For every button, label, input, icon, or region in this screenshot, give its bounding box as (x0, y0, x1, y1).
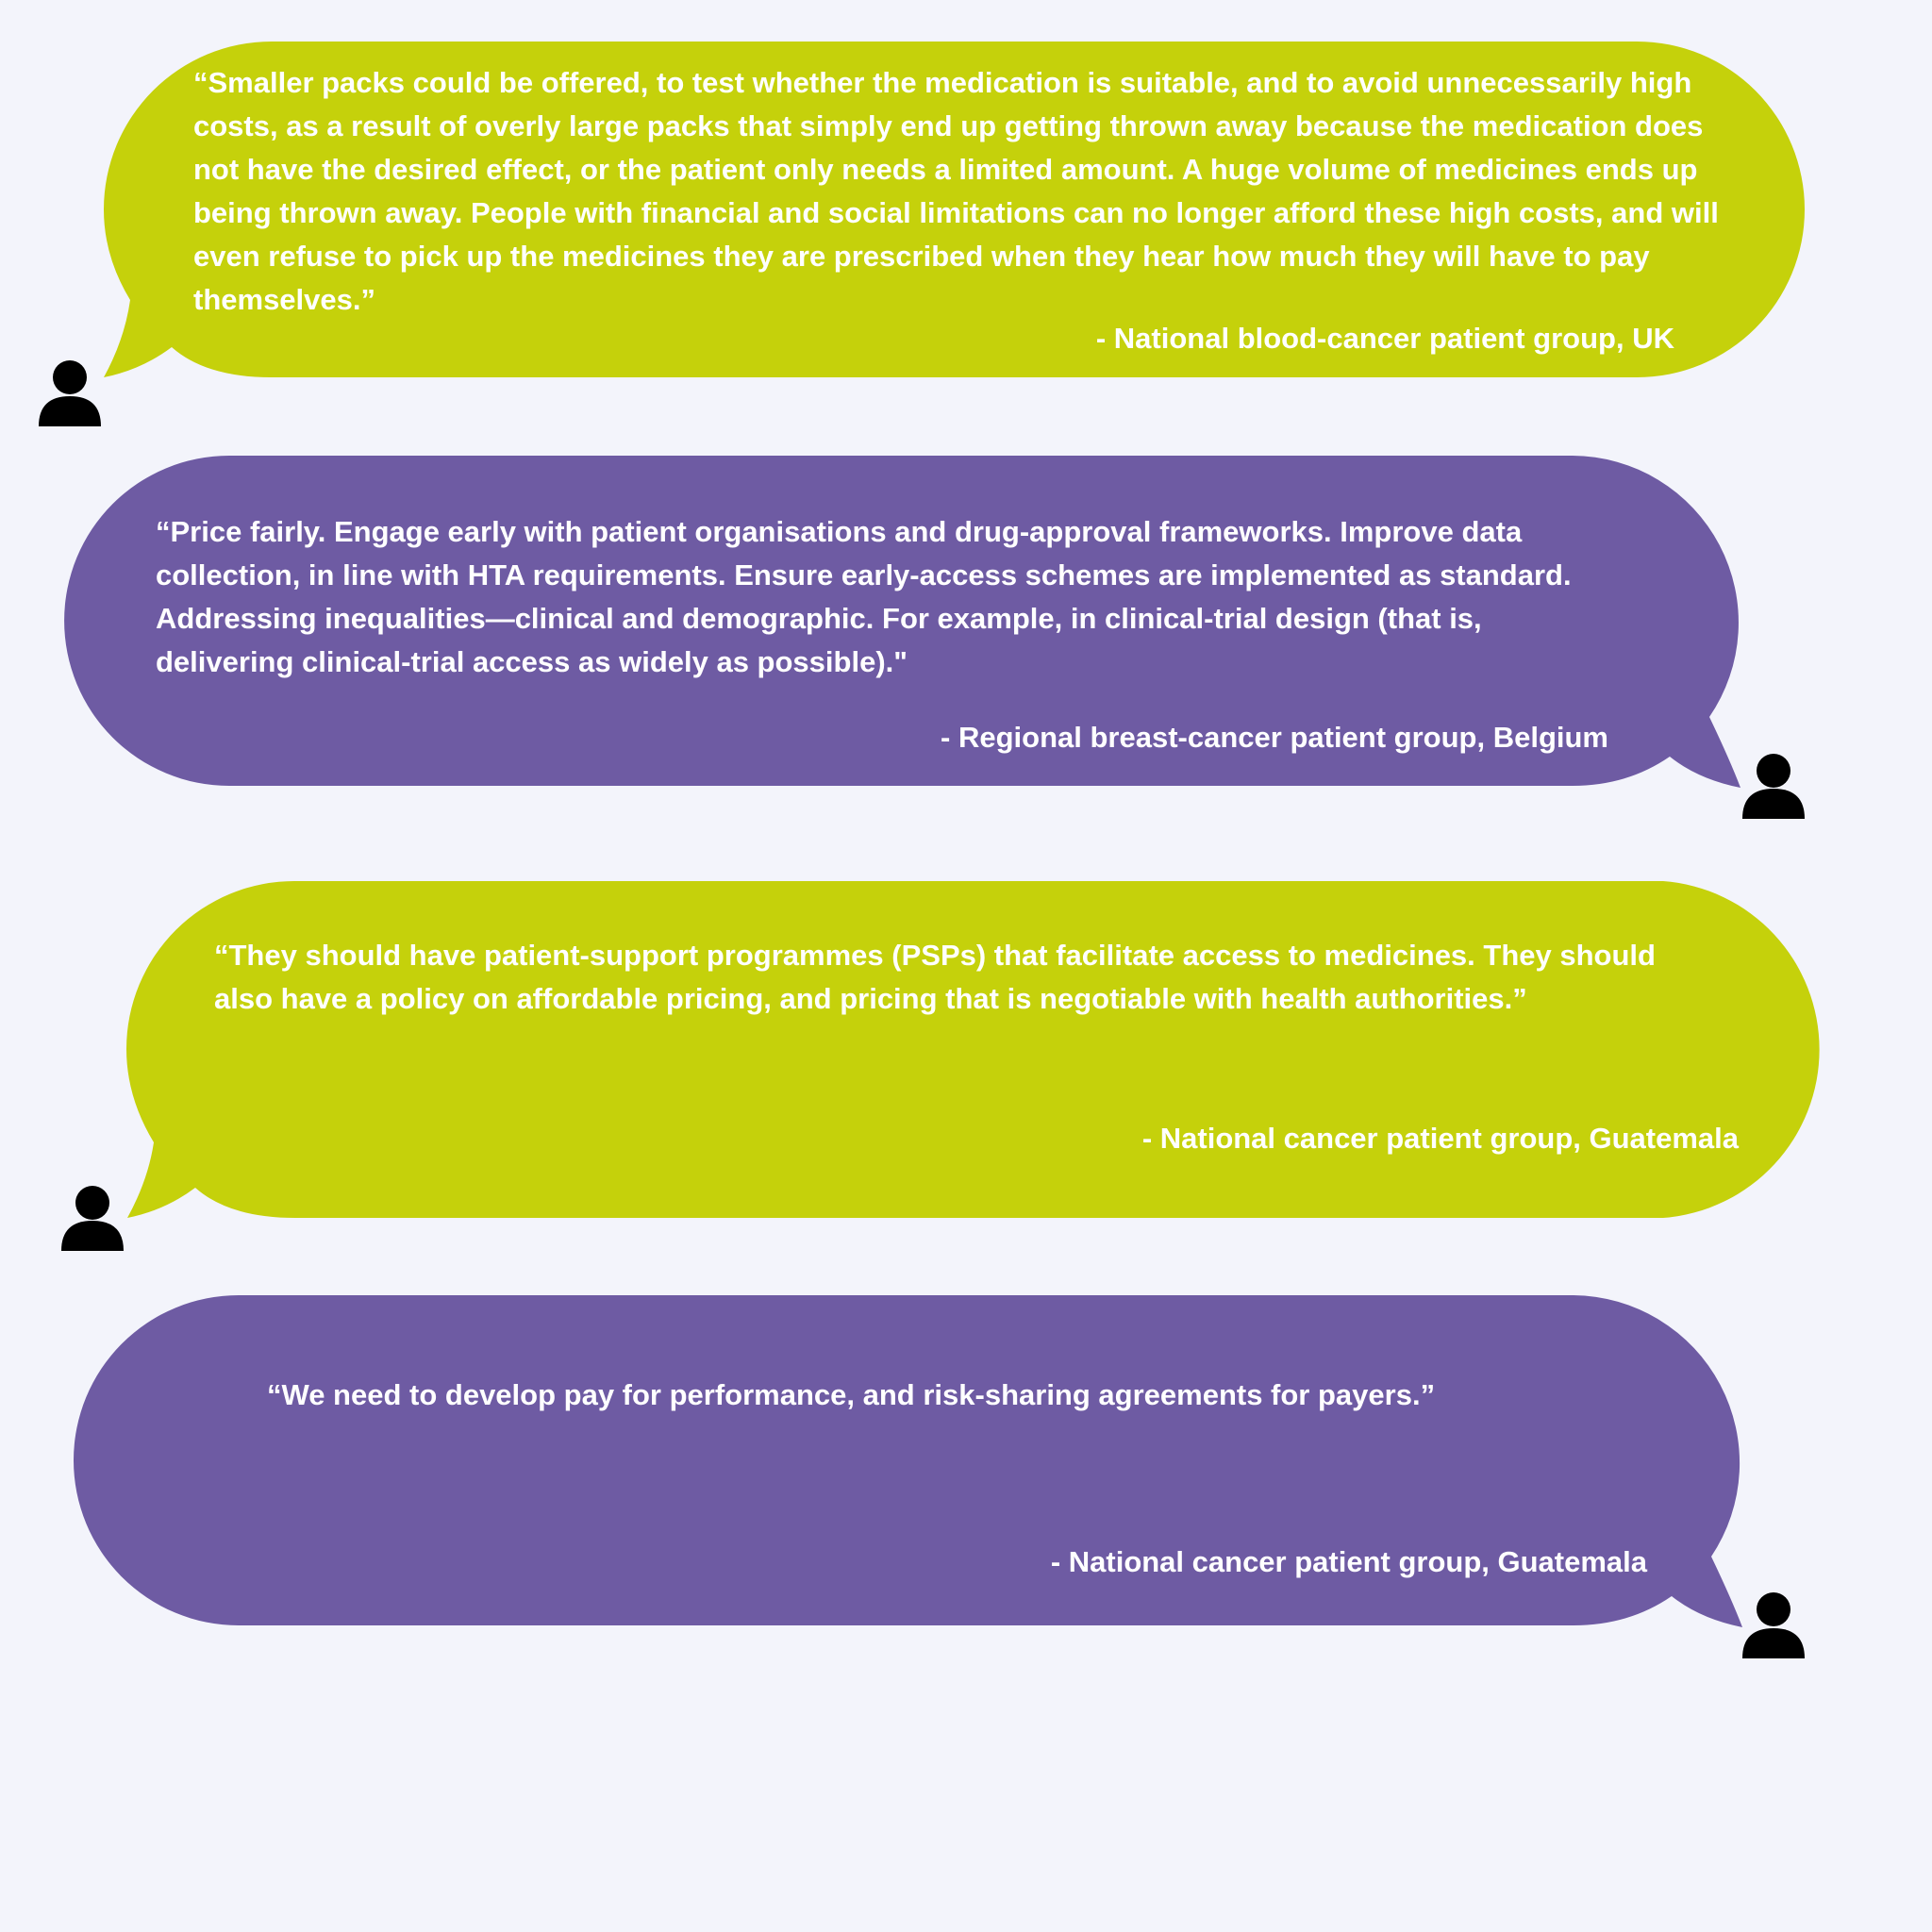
person-icon (1742, 754, 1805, 819)
quote-1-text: “Smaller packs could be offered, to test whether the medication is suitable, and to avoid unnecessarily high costs, as a result of overly large packs that simply end up getting thrown away because the medication does not have the desired effect, or the patient only needs a limited amount. A huge volume of medicines ends up being thrown away. People with financial and social limitations can no longer afford these high costs, and will even refuse to pick up the medicines they are prescribed when they hear how much they will have to pay themselves.” (193, 66, 1719, 316)
quote-4-text: “We need to develop pay for performance, and risk-sharing agreements for payers.” (267, 1378, 1436, 1411)
quote-1-attribution: - National blood-cancer patient group, UK (1095, 322, 1674, 355)
quote-3-text: “They should have patient-support programmes (PSPs) that facilitate access to medicines. They should also have a policy on affordable pricing, and pricing that is negotiable with health authorities.” (214, 939, 1656, 1015)
quote-4-attribution: - National cancer patient group, Guatemala (1050, 1545, 1647, 1578)
quote-2-text: “Price fairly. Engage early with patient organisations and drug-approval frameworks. Improve data collection, in line with HTA requirements. Ensure early-access schemes are implemented as standard. Addressing inequalities—clinical and demographic. For example, in clinical-trial design (that is, delivering clinical-trial access as widely as possible)." (156, 515, 1572, 678)
quote-2-attribution: - Regional breast-cancer patient group, Belgium (941, 721, 1608, 754)
person-icon (1742, 1592, 1805, 1658)
quote-3-attribution: - National cancer patient group, Guatemala (1141, 1122, 1739, 1155)
person-icon (39, 360, 101, 426)
speech-bubble-4 (74, 1295, 1805, 1658)
person-icon (61, 1186, 124, 1251)
